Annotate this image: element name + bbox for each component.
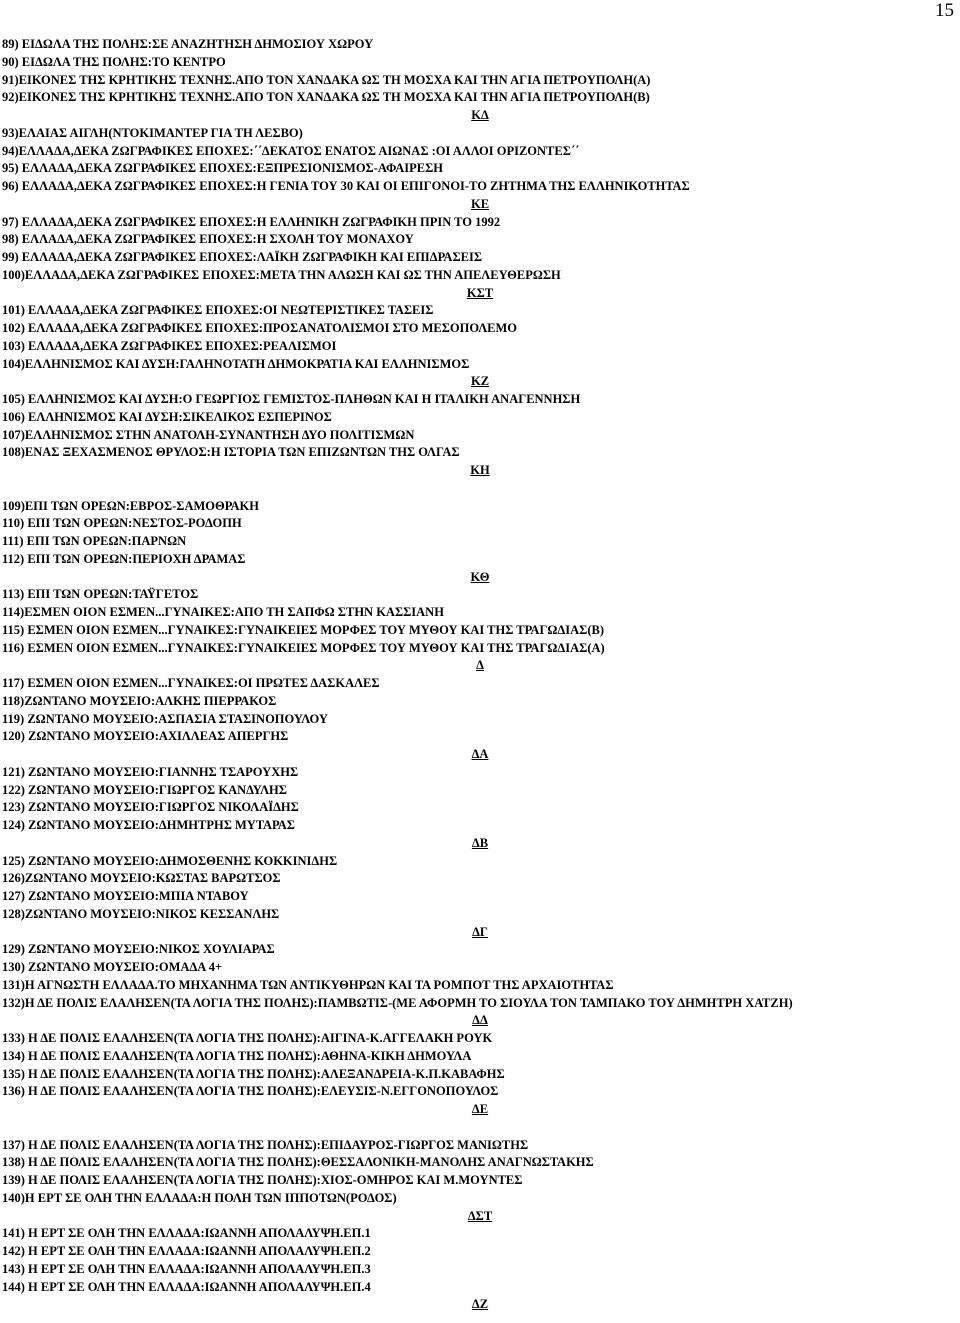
- list-item: 107)ΕΛΛΗΝΙΣΜΟΣ ΣΤΗΝ ΑΝΑΤΟΛΗ-ΣΥΝΑΝΤΗΣΗ ΔΥΟ ΠΟΛΙΤΙΣΜΩΝ: [2, 427, 415, 442]
- list-item: 130) ΖΩΝΤΑΝΟ ΜΟΥΣΕΙΟ:ΟΜΑΔΑ 4+: [2, 960, 223, 974]
- list-item: 139) Η ΔΕ ΠΟΛΙΣ ΕΛΑΛΗΣΕΝ(ΤΑ ΛΟΓΙΑ ΤΗΣ ΠΟΛΗΣ):ΧΙΟΣ-ΟΜΗΡΟΣ ΚΑΙ Μ.ΜΟΥΝΤΕΣ: [2, 1173, 523, 1187]
- list-item: 141) Η ΕΡΤ ΣΕ ΟΛΗ ΤΗΝ ΕΛΛΑΔΑ:ΙΩΑΝΝΗ ΑΠΟΛΑΛΥΨΗ.ΕΠ.1: [2, 1226, 371, 1241]
- list-item: 127) ΖΩΝΤΑΝΟ ΜΟΥΣΕΙΟ:ΜΠΙΑ ΝΤΑΒΟΥ: [2, 889, 249, 903]
- list-item: 92)ΕΙΚΟΝΕΣ ΤΗΣ ΚΡΗΤΙΚΗΣ ΤΕΧΝΗΣ.ΑΠΟ ΤΟΝ ΧΑΝΔΑΚΑ ΩΣ ΤΗ ΜΟΣΧΑ ΚΑΙ ΤΗΝ ΑΓΙΑ ΠΕΤΡΟΥΠΟΛΗ(Β): [2, 90, 650, 105]
- list-item: 129) ΖΩΝΤΑΝΟ ΜΟΥΣΕΙΟ:ΝΙΚΟΣ ΧΟΥΛΙΑΡΑΣ: [2, 942, 275, 957]
- list-item: 136) Η ΔΕ ΠΟΛΙΣ ΕΛΑΛΗΣΕΝ(ΤΑ ΛΟΓΙΑ ΤΗΣ ΠΟΛΗΣ):ΕΛΕΥΣΙΣ-Ν.ΕΓΓΟΝΟΠΟΥΛΟΣ: [2, 1084, 499, 1099]
- list-item: 122) ΖΩΝΤΑΝΟ ΜΟΥΣΕΙΟ:ΓΙΩΡΓΟΣ ΚΑΝΔΥΛΗΣ: [2, 782, 287, 797]
- list-item: 120) ΖΩΝΤΑΝΟ ΜΟΥΣΕΙΟ:ΑΧΙΛΛΕΑΣ ΑΠΕΡΓΗΣ: [2, 729, 289, 744]
- list-item: 121) ΖΩΝΤΑΝΟ ΜΟΥΣΕΙΟ:ΓΙΑΝΝΗΣ ΤΣΑΡΟΥΧΗΣ: [2, 764, 299, 779]
- document-body: [0, 36, 960, 1314]
- list-item: 96) ΕΛΛΑΔΑ,ΔΕΚΑ ΖΩΓΡΑΦΙΚΕΣ ΕΠΟΧΕΣ:Η ΓΕΝΙΑ ΤΟΥ 30 ΚΑΙ ΟΙ ΕΠΙΓΟΝΟΙ-ΤΟ ΖΗΤΗΜΑ ΤΗΣ ΕΛΛΗΝΙΚΟΤΗΤΑΣ: [2, 179, 690, 193]
- list-item: 97) ΕΛΛΑΔΑ,ΔΕΚΑ ΖΩΓΡΑΦΙΚΕΣ ΕΠΟΧΕΣ:Η ΕΛΛΗΝΙΚΗ ΖΩΓΡΑΦΙΚΗ ΠΡΙΝ ΤΟ 1992: [2, 214, 501, 229]
- section-heading: ΔΕ: [471, 1102, 489, 1116]
- list-item: 104)ΕΛΛΗΝΙΣΜΟΣ ΚΑΙ ΔΥΣΗ:ΓΑΛΗΝΟΤΑΤΗ ΔΗΜΟΚΡΑΤΙΑ ΚΑΙ ΕΛΛΗΝΙΣΜΟΣ: [2, 356, 470, 371]
- list-item: 137) Η ΔΕ ΠΟΛΙΣ ΕΛΑΛΗΣΕΝ(ΤΑ ΛΟΓΙΑ ΤΗΣ ΠΟΛΗΣ):ΕΠΙΔΑΥΡΟΣ-ΓΙΩΡΓΟΣ ΜΑΝΙΩΤΗΣ: [2, 1137, 529, 1152]
- list-item: 142) Η ΕΡΤ ΣΕ ΟΛΗ ΤΗΝ ΕΛΛΑΔΑ:ΙΩΑΝΝΗ ΑΠΟΛΑΛΥΨΗ.ΕΠ.2: [2, 1244, 371, 1258]
- list-item: 126)ΖΩΝΤΑΝΟ ΜΟΥΣΕΙΟ:ΚΩΣΤΑΣ ΒΑΡΩΤΣΟΣ: [2, 871, 281, 886]
- list-item: 124) ΖΩΝΤΑΝΟ ΜΟΥΣΕΙΟ:ΔΗΜΗΤΡΗΣ ΜΥΤΑΡΑΣ: [2, 818, 295, 832]
- section-heading: ΔΓ: [472, 924, 488, 939]
- list-item: 132)Η ΔΕ ΠΟΛΙΣ ΕΛΑΛΗΣΕΝ(ΤΑ ΛΟΓΙΑ ΤΗΣ ΠΟΛΗΣ):ΠΑΜΒΩΤΙΣ-(ΜΕ ΑΦΟΡΜΗ ΤΟ ΣΙΟΥΛΑ ΤΟΝ ΤΑΜΠΑΚΟ ΤΟΥ ΔΗΜΗΤΡΗ ΧΑΤΖΗ): [2, 995, 793, 1010]
- section-heading: ΔΖ: [471, 1297, 489, 1312]
- list-item: 135) Η ΔΕ ΠΟΛΙΣ ΕΛΑΛΗΣΕΝ(ΤΑ ΛΟΓΙΑ ΤΗΣ ΠΟΛΗΣ):ΑΛΕΞΑΝΔΡΕΙΑ-Κ.Π.ΚΑΒΑΦΗΣ: [2, 1066, 505, 1081]
- list-item: 90) ΕΙΔΩΛΑ ΤΗΣ ΠΟΛΗΣ:ΤΟ ΚΕΝΤΡΟ: [2, 54, 226, 69]
- list-item: 143) Η ΕΡΤ ΣΕ ΟΛΗ ΤΗΝ ΕΛΛΑΔΑ:ΙΩΑΝΝΗ ΑΠΟΛΑΛΥΨΗ.ΕΠ.3: [2, 1261, 371, 1276]
- list-item: 94)ΕΛΛΑΔΑ,ΔΕΚΑ ΖΩΓΡΑΦΙΚΕΣ ΕΠΟΧΕΣ:΄΄ΔΕΚΑΤΟΣ ΕΝΑΤΟΣ ΑΙΩΝΑΣ :ΟΙ ΑΛΛΟΙ ΟΡΙΖΟΝΤΕΣ΄΄: [2, 143, 580, 158]
- list-item: 131)Η ΑΓΝΩΣΤΗ ΕΛΛΑΔΑ.ΤΟ ΜΗΧΑΝΗΜΑ ΤΩΝ ΑΝΤΙΚΥΘΗΡΩΝ ΚΑΙ ΤΑ ΡΟΜΠΟΤ ΤΗΣ ΑΡΧΑΙΟΤΗΤΑΣ: [2, 977, 614, 992]
- list-item: 123) ΖΩΝΤΑΝΟ ΜΟΥΣΕΙΟ:ΓΙΩΡΓΟΣ ΝΙΚΟΛΑΪΔΗΣ: [2, 800, 299, 815]
- list-item: 102) ΕΛΛΑΔΑ,ΔΕΚΑ ΖΩΓΡΑΦΙΚΕΣ ΕΠΟΧΕΣ:ΠΡΟΣΑΝΑΤΟΛΙΣΜΟΙ ΣΤΟ ΜΕΣΟΠΟΛΕΜΟ: [2, 321, 518, 335]
- page-number: 15: [935, 0, 954, 21]
- section-heading: ΚΕ: [470, 196, 490, 211]
- list-item: 106) ΕΛΛΗΝΙΣΜΟΣ ΚΑΙ ΔΥΣΗ:ΣΙΚΕΛΙΚΟΣ ΕΣΠΕΡΙΝΟΣ: [2, 409, 332, 424]
- list-item: 119) ΖΩΝΤΑΝΟ ΜΟΥΣΕΙΟ:ΑΣΠΑΣΙΑ ΣΤΑΣΙΝΟΠΟΥΛΟΥ: [2, 711, 328, 726]
- list-item: 115) ΕΣΜΕΝ ΟΙΟΝ ΕΣΜΕΝ...ΓΥΝΑΙΚΕΣ:ΓΥΝΑΙΚΕΙΕΣ ΜΟΡΦΕΣ ΤΟΥ ΜΥΘΟΥ ΚΑΙ ΤΗΣ ΤΡΑΓΩΔΙΑΣ(Β): [2, 622, 604, 637]
- section-heading: ΚΔ: [471, 108, 489, 122]
- list-item: 144) Η ΕΡΤ ΣΕ ΟΛΗ ΤΗΝ ΕΛΛΑΔΑ:ΙΩΑΝΝΗ ΑΠΟΛΑΛΥΨΗ.ΕΠ.4: [2, 1279, 371, 1294]
- list-item: 91)ΕΙΚΟΝΕΣ ΤΗΣ ΚΡΗΤΙΚΗΣ ΤΕΧΝΗΣ.ΑΠΟ ΤΟΝ ΧΑΝΔΑΚΑ ΩΣ ΤΗ ΜΟΣΧΑ ΚΑΙ ΤΗΝ ΑΓΙΑ ΠΕΤΡΟΥΠΟΛΗ(Α): [2, 72, 651, 87]
- list-item: 114)ΕΣΜΕΝ ΟΙΟΝ ΕΣΜΕΝ...ΓΥΝΑΙΚΕΣ:ΑΠΟ ΤΗ ΣΑΠΦΩ ΣΤΗΝ ΚΑΣΣΙΑΝΗ: [2, 605, 444, 619]
- list-item: 100)ΕΛΛΑΔΑ,ΔΕΚΑ ΖΩΓΡΑΦΙΚΕΣ ΕΠΟΧΕΣ:ΜΕΤΑ ΤΗΝ ΑΛΩΣΗ ΚΑΙ ΩΣ ΤΗΝ ΑΠΕΛΕΥΘΕΡΩΣΗ: [2, 267, 561, 282]
- list-item: 138) Η ΔΕ ΠΟΛΙΣ ΕΛΑΛΗΣΕΝ(ΤΑ ΛΟΓΙΑ ΤΗΣ ΠΟΛΗΣ):ΘΕΣΣΑΛΟΝΙΚΗ-ΜΑΝΟΛΗΣ ΑΝΑΓΝΩΣΤΑΚΗΣ: [2, 1155, 594, 1170]
- section-heading: ΔΑ: [471, 747, 489, 761]
- blank-line: [0, 1119, 960, 1137]
- list-item: 89) ΕΙΔΩΛΑ ΤΗΣ ΠΟΛΗΣ:ΣΕ ΑΝΑΖΗΤΗΣΗ ΔΗΜΟΣΙΟΥ ΧΩΡΟΥ: [2, 37, 374, 51]
- section-heading: ΚΗ: [470, 463, 490, 477]
- list-item: 113) ΕΠΙ ΤΩΝ ΟΡΕΩΝ:ΤΑΫΓΕΤΟΣ: [2, 587, 199, 602]
- list-item: 110) ΕΠΙ ΤΩΝ ΟΡΕΩΝ:ΝΕΣΤΟΣ-ΡΟΔΟΠΗ: [2, 516, 242, 531]
- list-item: 140)Η ΕΡΤ ΣΕ ΟΛΗ ΤΗΝ ΕΛΛΑΔΑ:Η ΠΟΛΗ ΤΩΝ ΙΠΠΟΤΩΝ(ΡΟΔΟΣ): [2, 1190, 397, 1205]
- section-heading: ΚΣΤ: [466, 285, 494, 300]
- section-heading: ΔΣΤ: [467, 1208, 493, 1223]
- section-heading: ΔΔ: [472, 1013, 488, 1028]
- list-item: 112) ΕΠΙ ΤΩΝ ΟΡΕΩΝ:ΠΕΡΙΟΧΗ ΔΡΑΜΑΣ: [2, 551, 246, 566]
- section-heading: ΚΘ: [470, 569, 490, 584]
- section-heading: ΚΖ: [470, 374, 490, 389]
- list-item: 118)ΖΩΝΤΑΝΟ ΜΟΥΣΕΙΟ:ΑΛΚΗΣ ΠΙΕΡΡΑΚΟΣ: [2, 693, 277, 708]
- list-item: 133) Η ΔΕ ΠΟΛΙΣ ΕΛΑΛΗΣΕΝ(ΤΑ ΛΟΓΙΑ ΤΗΣ ΠΟΛΗΣ):ΑΙΓΙΝΑ-Κ.ΑΓΓΕΛΑΚΗ ΡΟΥΚ: [2, 1031, 493, 1045]
- list-item: 95) ΕΛΛΑΔΑ,ΔΕΚΑ ΖΩΓΡΑΦΙΚΕΣ ΕΠΟΧΕΣ:ΕΞΠΡΕΣΙΟΝΙΣΜΟΣ-ΑΦΑΙΡΕΣΗ: [2, 161, 444, 176]
- list-item: 98) ΕΛΛΑΔΑ,ΔΕΚΑ ΖΩΓΡΑΦΙΚΕΣ ΕΠΟΧΕΣ:Η ΣΧΟΛΗ ΤΟΥ ΜΟΝΑΧΟΥ: [2, 232, 414, 247]
- list-item: 101) ΕΛΛΑΔΑ,ΔΕΚΑ ΖΩΓΡΑΦΙΚΕΣ ΕΠΟΧΕΣ:ΟΙ ΝΕΩΤΕΡΙΣΤΙΚΕΣ ΤΑΣΕΙΣ: [2, 303, 434, 318]
- list-item: 105) ΕΛΛΗΝΙΣΜΟΣ ΚΑΙ ΔΥΣΗ:Ο ΓΕΩΡΓΙΟΣ ΓΕΜΙΣΤΟΣ-ΠΛΗΘΩΝ ΚΑΙ Η ΙΤΑΛΙΚΗ ΑΝΑΓΕΝΝΗΣΗ: [2, 392, 581, 406]
- section-heading: ΔΒ: [471, 835, 489, 850]
- list-item: 103) ΕΛΛΑΔΑ,ΔΕΚΑ ΖΩΓΡΑΦΙΚΕΣ ΕΠΟΧΕΣ:ΡΕΑΛΙΣΜΟΙ: [2, 338, 337, 353]
- list-item: 117) ΕΣΜΕΝ ΟΙΟΝ ΕΣΜΕΝ...ΓΥΝΑΙΚΕΣ:ΟΙ ΠΡΩΤΕΣ ΔΑΣΚΑΛΕΣ: [2, 676, 380, 690]
- list-item: 108)ΕΝΑΣ ΞΕΧΑΣΜΕΝΟΣ ΘΡΥΛΟΣ:Η ΙΣΤΟΡΙΑ ΤΩΝ ΕΠΙΖΩΝΤΩΝ ΤΗΣ ΟΛΓΑΣ: [2, 445, 460, 460]
- list-item: 109)ΕΠΙ ΤΩΝ ΟΡΕΩΝ:ΕΒΡΟΣ-ΣΑΜΟΘΡΑΚΗ: [2, 498, 259, 513]
- list-item: 125) ΖΩΝΤΑΝΟ ΜΟΥΣΕΙΟ:ΔΗΜΟΣΘΕΝΗΣ ΚΟΚΚΙΝΙΔΗΣ: [2, 853, 338, 868]
- list-item: 128)ΖΩΝΤΑΝΟ ΜΟΥΣΕΙΟ:ΝΙΚΟΣ ΚΕΣΣΑΝΛΗΣ: [2, 906, 280, 921]
- list-item: 134) Η ΔΕ ΠΟΛΙΣ ΕΛΑΛΗΣΕΝ(ΤΑ ΛΟΓΙΑ ΤΗΣ ΠΟΛΗΣ):ΑΘΗΝΑ-ΚΙΚΗ ΔΗΜΟΥΛΑ: [2, 1048, 472, 1063]
- list-item: 116) ΕΣΜΕΝ ΟΙΟΝ ΕΣΜΕΝ...ΓΥΝΑΙΚΕΣ:ΓΥΝΑΙΚΕΙΕΣ ΜΟΡΦΕΣ ΤΟΥ ΜΥΘΟΥ ΚΑΙ ΤΗΣ ΤΡΑΓΩΔΙΑΣ(Α): [2, 640, 605, 655]
- blank-line: [0, 480, 960, 498]
- section-heading: Δ: [476, 658, 484, 673]
- list-item: 111) ΕΠΙ ΤΩΝ ΟΡΕΩΝ:ΠΑΡΝΩΝ: [2, 534, 187, 548]
- list-item: 93)ΕΛΑΙΑΣ ΑΙΓΛΗ(ΝΤΟΚΙΜΑΝΤΕΡ ΓΙΑ ΤΗ ΛΕΣΒΟ): [2, 125, 303, 140]
- list-item: 99) ΕΛΛΑΔΑ,ΔΕΚΑ ΖΩΓΡΑΦΙΚΕΣ ΕΠΟΧΕΣ:ΛΑΪΚΗ ΖΩΓΡΑΦΙΚΗ ΚΑΙ ΕΠΙΔΡΑΣΕΙΣ: [2, 250, 483, 264]
